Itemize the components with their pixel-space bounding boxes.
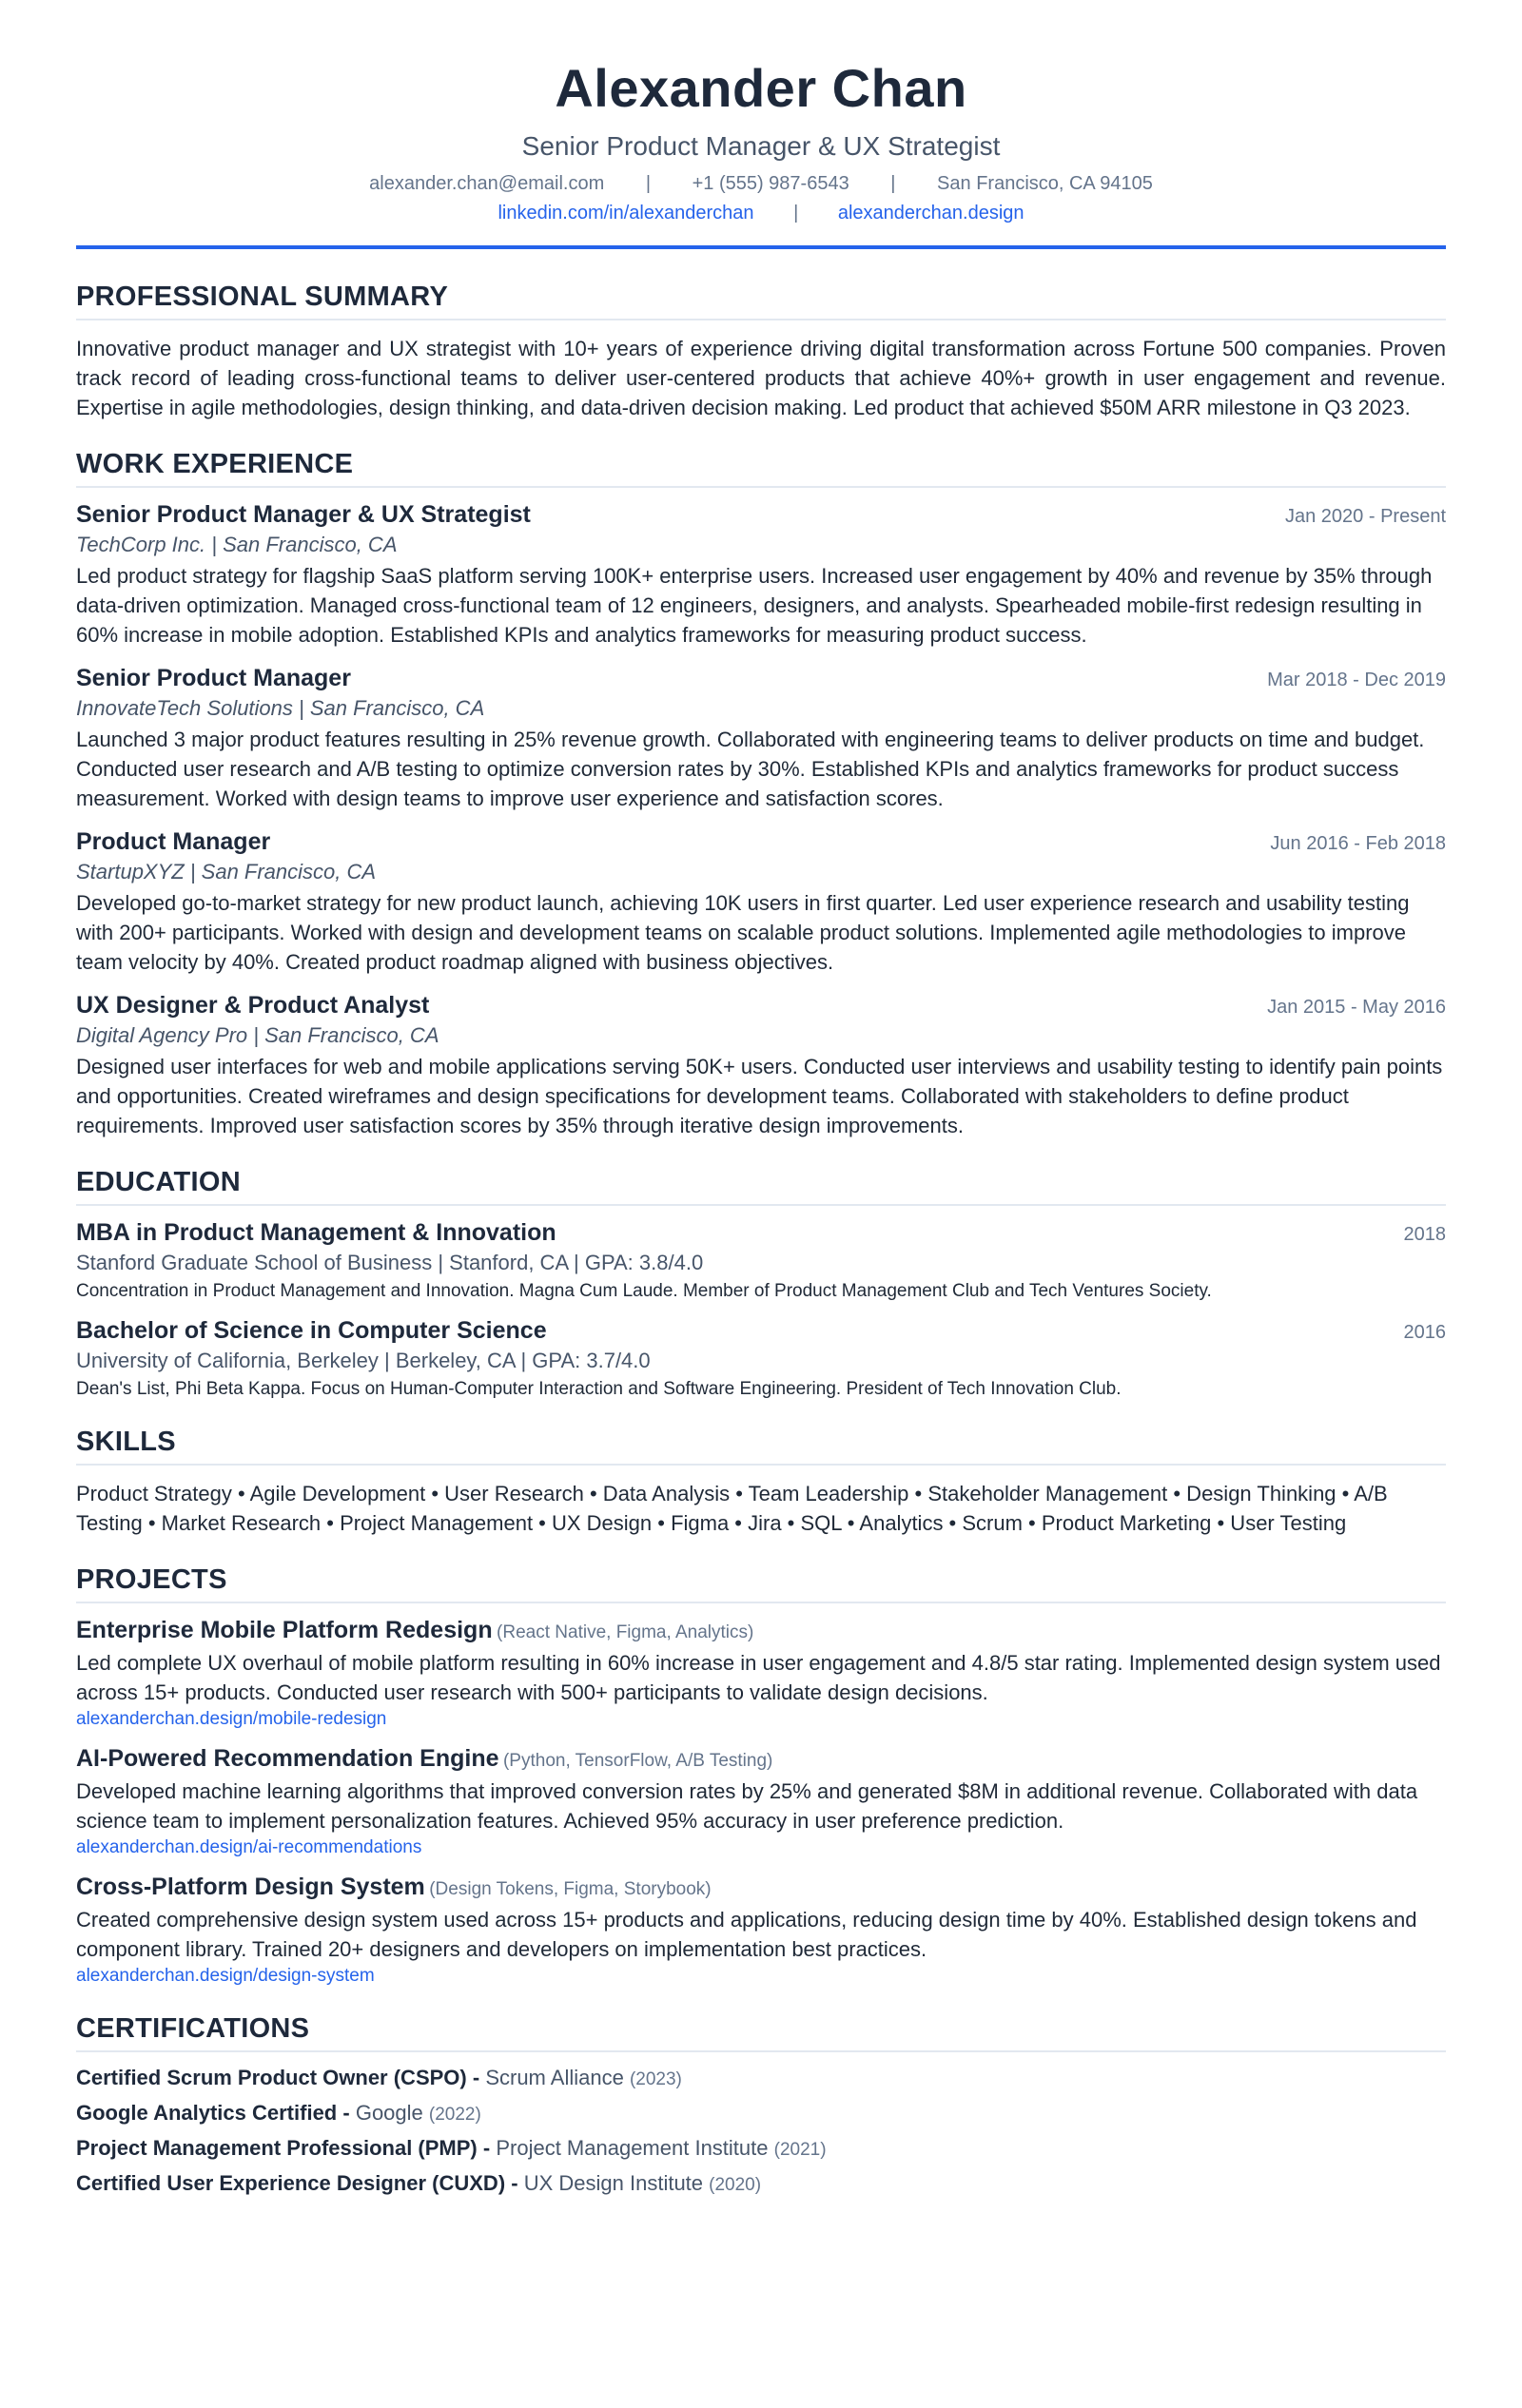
links-separator: |	[793, 202, 799, 223]
job-head	[76, 828, 1446, 856]
degree-title: Bachelor of Science in Computer Science	[76, 1316, 547, 1344]
section-heading: CERTIFICATIONS	[76, 2013, 1446, 2052]
job-head	[76, 992, 1446, 1020]
education-entry	[76, 1317, 1446, 1400]
cert-org: Scrum Alliance	[485, 2065, 624, 2089]
cert-name: Certified User Experience Designer (CUXD)	[76, 2170, 506, 2195]
website-link[interactable]: alexanderchan.design	[837, 202, 1024, 223]
job-dates: Jan 2015 - May 2016	[1267, 996, 1446, 1018]
cert-org: UX Design Institute	[523, 2170, 704, 2195]
job-company: StartupXYZ | San Francisco, CA	[76, 859, 377, 884]
project-title: Enterprise Mobile Platform Redesign	[76, 1616, 493, 1643]
job-description: Launched 3 major product features resulting in 25% revenue growth. Collaborated with engineering teams to deliver products on time and budget. Conducted user research and A/B testing to optimize conversion rates by 30%. Established KPIs and analytics frameworks for product success measurement. Worked with design teams to improve user experience and satisfaction scores.	[76, 727, 1425, 810]
education-note: Concentration in Product Management and Innovation. Magna Cum Laude. Member of Product Management Club and Tech Ventures Society.	[76, 1280, 1212, 1301]
job-company: Digital Agency Pro | San Francisco, CA	[76, 1022, 439, 1047]
projects-section	[76, 1564, 1446, 1987]
job-company: TechCorp Inc. | San Francisco, CA	[76, 532, 398, 556]
contact-line	[76, 173, 1446, 195]
degree-year: 2016	[1403, 1321, 1446, 1343]
email-text[interactable]: alexander.chan@email.com	[369, 172, 605, 194]
education-head	[76, 1317, 1446, 1345]
job-title: Product Manager	[76, 827, 271, 855]
job-title: Senior Product Manager	[76, 664, 351, 691]
experience-section	[76, 449, 1446, 1140]
school-text: Stanford Graduate School of Business | Stanford, CA | GPA: 3.8/4.0	[76, 1250, 704, 1274]
project-link[interactable]: alexanderchan.design/design-system	[76, 1965, 375, 1986]
job-description: Designed user interfaces for web and mobile applications serving 50K+ users. Conducted user interviews and usability testing to identify pain points and opportunities. Created wireframes and design specifications for development teams. Collaborated with stakeholders to define product requirements. Improved user satisfaction scores by 35% through iterative design improvements.	[76, 1054, 1443, 1137]
location-text: San Francisco, CA 94105	[937, 172, 1153, 194]
candidate-title: Senior Product Manager & UX Strategist	[521, 130, 1001, 161]
project-description: Led complete UX overhaul of mobile platform resulting in 60% increase in user engagement and 4.8/5 star rating. Implemented design system used across 15+ products. Conducted user research with 500+ participants to validate design decisions.	[76, 1650, 1441, 1704]
section-heading: SKILLS	[76, 1427, 1446, 1466]
certifications-section	[76, 2013, 1446, 2196]
linkedin-link[interactable]: linkedin.com/in/alexanderchan	[498, 202, 754, 223]
phone-text[interactable]: +1 (555) 987-6543	[692, 172, 849, 194]
cert-year: (2022)	[428, 2104, 481, 2125]
certification-item	[76, 2066, 1446, 2090]
job-head	[76, 501, 1446, 529]
cert-org: Project Management Institute	[496, 2135, 769, 2160]
section-heading: WORK EXPERIENCE	[76, 449, 1446, 488]
certification-item	[76, 2136, 1446, 2161]
cert-dash: -	[511, 2170, 518, 2195]
education-section	[76, 1167, 1446, 1400]
job-description: Developed go-to-market strategy for new product launch, achieving 10K users in first quarter. Led user experience research and usability testing with 200+ participants. Worked with design and development teams on scalable product solutions. Implemented agile methodologies to improve team velocity by 40%. Created product roadmap aligned with business objectives.	[76, 890, 1410, 974]
project-tech: (React Native, Figma, Analytics)	[497, 1622, 754, 1642]
project-entry	[76, 1617, 1446, 1730]
cert-year: (2023)	[629, 2068, 682, 2089]
school-text: University of California, Berkeley | Berkeley, CA | GPA: 3.7/4.0	[76, 1348, 651, 1372]
contact-separator: |	[645, 172, 652, 194]
cert-dash: -	[472, 2065, 480, 2089]
cert-name: Certified Scrum Product Owner (CSPO)	[76, 2065, 467, 2089]
project-head	[76, 1617, 1446, 1644]
project-description: Created comprehensive design system used across 15+ products and applications, reducing design time by 40%. Established design tokens and component library. Trained 20+ designers and developers on implementation best practices.	[76, 1907, 1417, 1961]
project-tech: (Design Tokens, Figma, Storybook)	[429, 1878, 712, 1899]
education-entry	[76, 1219, 1446, 1302]
job-company: InnovateTech Solutions | San Francisco, CA	[76, 695, 485, 720]
job-description: Led product strategy for flagship SaaS platform serving 100K+ enterprise users. Increased user engagement by 40% and revenue by 35% through data-driven optimization. Managed cross-functional team of 12 engineers, designers, and analysts. Spearheaded mobile-first redesign resulting in 60% increase in mobile adoption. Established KPIs and analytics frameworks for measuring product success.	[76, 563, 1433, 647]
project-link[interactable]: alexanderchan.design/mobile-redesign	[76, 1708, 387, 1729]
job-head	[76, 665, 1446, 692]
job-dates: Jan 2020 - Present	[1285, 505, 1446, 527]
job-entry	[76, 992, 1446, 1140]
cert-dash: -	[482, 2135, 491, 2160]
project-title: AI-Powered Recommendation Engine	[76, 1744, 499, 1772]
links-line	[76, 203, 1446, 224]
skills-section	[76, 1427, 1446, 1538]
cert-name: Project Management Professional (PMP)	[76, 2135, 478, 2160]
summary-text: Innovative product manager and UX strategist with 10+ years of experience driving digital transformation across Fortune 500 companies. Proven track record of leading cross-functional teams to deliver user-centered products that achieve 40%+ growth in user engagement and revenue. Expertise in agile methodologies, design thinking, and data-driven decision making. Led product that achieved $50M ARR milestone in Q3 2023.	[76, 336, 1446, 419]
skills-text: Product Strategy • Agile Development • User Research • Data Analysis • Team Leadership • Stakeholder Management • Design Thinking • A/B Testing • Market Research • Project Management • UX Design • Figma • Jira • SQL • Analytics • Scrum • Product Marketing • User Testing	[76, 1481, 1388, 1535]
job-entry	[76, 665, 1446, 813]
cert-org: Google	[355, 2100, 423, 2125]
job-dates: Jun 2016 - Feb 2018	[1270, 832, 1446, 854]
project-title: Cross-Platform Design System	[76, 1873, 425, 1900]
cert-dash: -	[342, 2100, 350, 2125]
resume-header	[76, 59, 1446, 249]
project-tech: (Python, TensorFlow, A/B Testing)	[502, 1750, 773, 1771]
certification-item	[76, 2101, 1446, 2126]
degree-year: 2018	[1403, 1223, 1446, 1245]
project-entry	[76, 1874, 1446, 1987]
education-note: Dean's List, Phi Beta Kappa. Focus on Human-Computer Interaction and Software Engineering. President of Tech Innovation Club.	[76, 1378, 1122, 1399]
section-heading: EDUCATION	[76, 1167, 1446, 1206]
certification-item	[76, 2171, 1446, 2196]
education-head	[76, 1219, 1446, 1247]
project-head	[76, 1745, 1446, 1773]
project-link[interactable]: alexanderchan.design/ai-recommendations	[76, 1836, 422, 1857]
summary-section	[76, 282, 1446, 422]
job-title: UX Designer & Product Analyst	[76, 991, 430, 1019]
project-description: Developed machine learning algorithms that improved conversion rates by 25% and generated $8M in additional revenue. Collaborated with data science team to implement personalization features. Achieved 95% accuracy in user preference prediction.	[76, 1778, 1418, 1833]
contact-separator: |	[890, 172, 896, 194]
section-heading: PROJECTS	[76, 1564, 1446, 1603]
section-heading: PROFESSIONAL SUMMARY	[76, 282, 1446, 320]
cert-name: Google Analytics Certified	[76, 2100, 338, 2125]
project-head	[76, 1874, 1446, 1901]
project-entry	[76, 1745, 1446, 1858]
job-dates: Mar 2018 - Dec 2019	[1267, 669, 1446, 690]
job-entry	[76, 828, 1446, 977]
job-title: Senior Product Manager & UX Strategist	[76, 500, 531, 528]
degree-title: MBA in Product Management & Innovation	[76, 1218, 556, 1246]
cert-year: (2021)	[773, 2139, 827, 2160]
job-entry	[76, 501, 1446, 650]
cert-year: (2020)	[709, 2174, 762, 2195]
candidate-name: Alexander Chan	[555, 58, 967, 118]
